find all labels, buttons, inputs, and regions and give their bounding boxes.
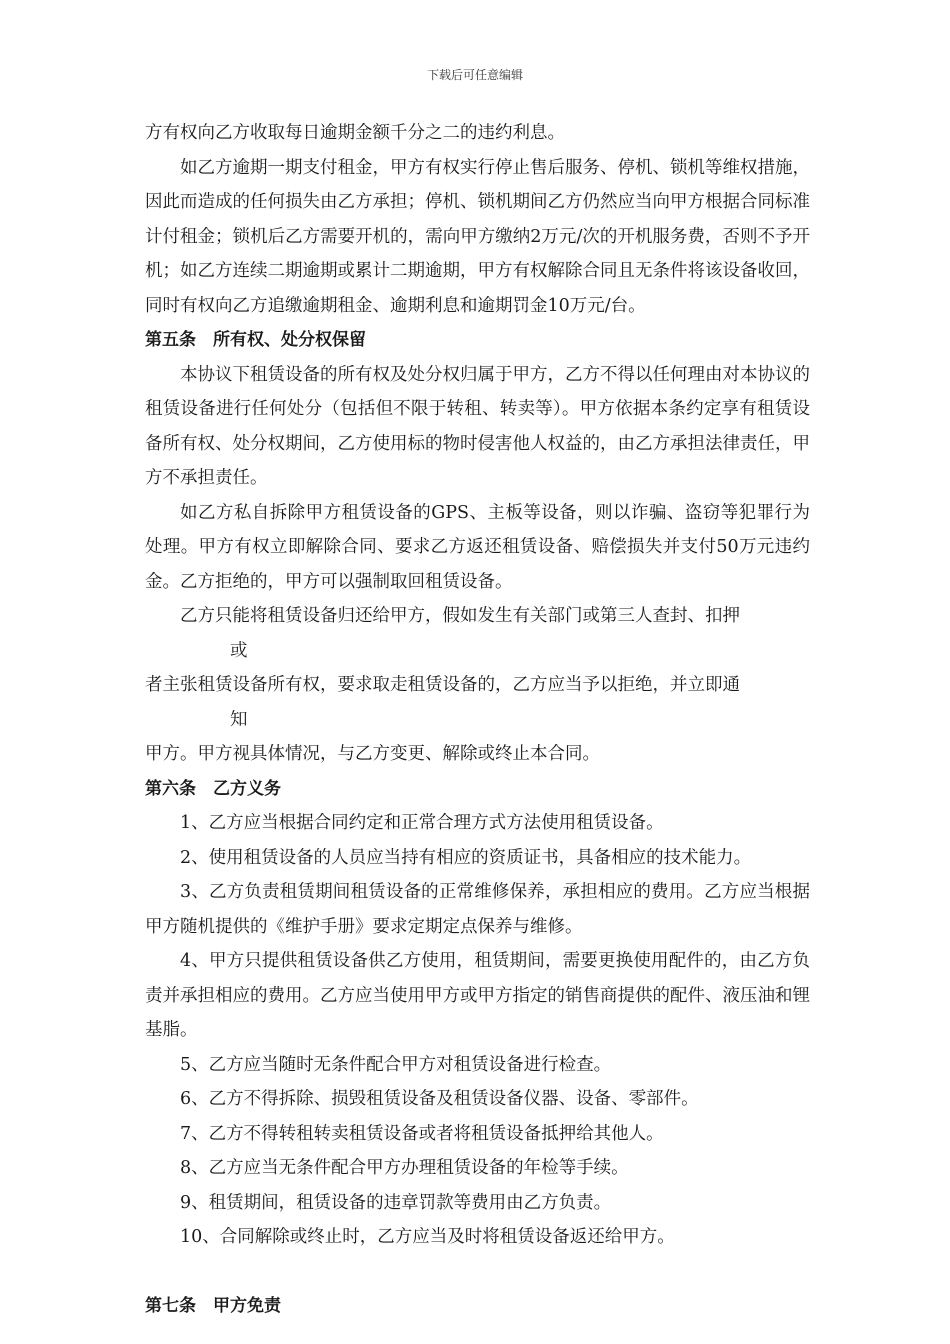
paragraph: 10、合同解除或终止时，乙方应当及时将租赁设备返还给甲方。	[180, 1227, 675, 1247]
section-heading: 第六条 乙方义务	[145, 778, 281, 799]
paragraph: 如乙方私自拆除甲方租赁设备的GPS、主板等设备，则以诈骗、盗窃等犯罪行为处理。甲方有权立即解除合同、要求乙方返还租赁设备、赔偿损失并支付50万元违约金。乙方拒绝的，甲方可以强制取回租赁设备。	[145, 502, 810, 592]
paragraph: 9、租赁期间，租赁设备的违章罚款等费用由乙方负责。	[180, 1192, 612, 1213]
paragraph: 4、甲方只提供租赁设备供乙方使用，租赁期间，需要更换使用配件的，由乙方负责并承担相应的费用。乙方应当使用甲方或甲方指定的销售商提供的配件、液压油和锂基脂。	[145, 951, 810, 1040]
paragraph: 者主张租赁设备所有权，要求取走租赁设备的，乙方应当予以拒绝，并立即通	[145, 675, 740, 695]
paragraph-fragment: 知	[230, 709, 248, 730]
section-heading: 第七条 甲方免责	[145, 1295, 281, 1316]
document-body	[145, 116, 810, 1323]
paragraph: 乙方只能将租赁设备归还给甲方，假如发生有关部门或第三人查封、扣押	[180, 606, 740, 626]
section-heading: 第五条 所有权、处分权保留	[145, 330, 366, 350]
page-header: 下载后可任意编辑	[426, 68, 523, 82]
paragraph: 本协议下租赁设备的所有权及处分权归属于甲方，乙方不得以任何理由对本协议的租赁设备进行任何处分（包括但不限于转租、转卖等）。甲方依据本条约定享有租赁设备所有权、处分权期间，乙方使用标的物时侵害他人权益的，由乙方承担法律责任，甲方不承担责任。	[145, 364, 810, 488]
paragraph: 7、乙方不得转租转卖租赁设备或者将租赁设备抵押给其他人。	[180, 1123, 664, 1144]
paragraph: 8、乙方应当无条件配合甲方办理租赁设备的年检等手续。	[180, 1158, 629, 1178]
paragraph: 甲方。甲方视具体情况，与乙方变更、解除或终止本合同。	[145, 744, 600, 764]
spacer	[145, 1255, 810, 1289]
paragraph: 1、乙方应当根据合同约定和正常合理方式方法使用租赁设备。	[180, 813, 664, 833]
paragraph: 6、乙方不得拆除、损毁租赁设备及租赁设备仪器、设备、零部件。	[180, 1089, 699, 1109]
paragraph-fragment: 或	[230, 640, 248, 661]
paragraph: 5、乙方应当随时无条件配合甲方对租赁设备进行检查。	[180, 1054, 612, 1075]
paragraph: 3、乙方负责租赁期间租赁设备的正常维修保养，承担相应的费用。乙方应当根据甲方随机提供的《维护手册》要求定期定点保养与维修。	[145, 882, 810, 937]
paragraph: 方有权向乙方收取每日逾期金额千分之二的违约利息。	[145, 123, 565, 143]
paragraph: 如乙方逾期一期支付租金，甲方有权实行停止售后服务、停机、锁机等维权措施，因此而造成的任何损失由乙方承担；停机、锁机期间乙方仍然应当向甲方根据合同标准计付租金；锁机后乙方需要开机的，需向甲方缴纳2万元/次的开机服务费，否则不予开机；如乙方连续二期逾期或累计二期逾期，甲方有权解除合同且无条件将该设备收回，同时有权向乙方追缴逾期租金、逾期利息和逾期罚金10万元/台。	[145, 157, 810, 316]
paragraph: 2、使用租赁设备的人员应当持有相应的资质证书，具备相应的技术能力。	[180, 847, 752, 868]
